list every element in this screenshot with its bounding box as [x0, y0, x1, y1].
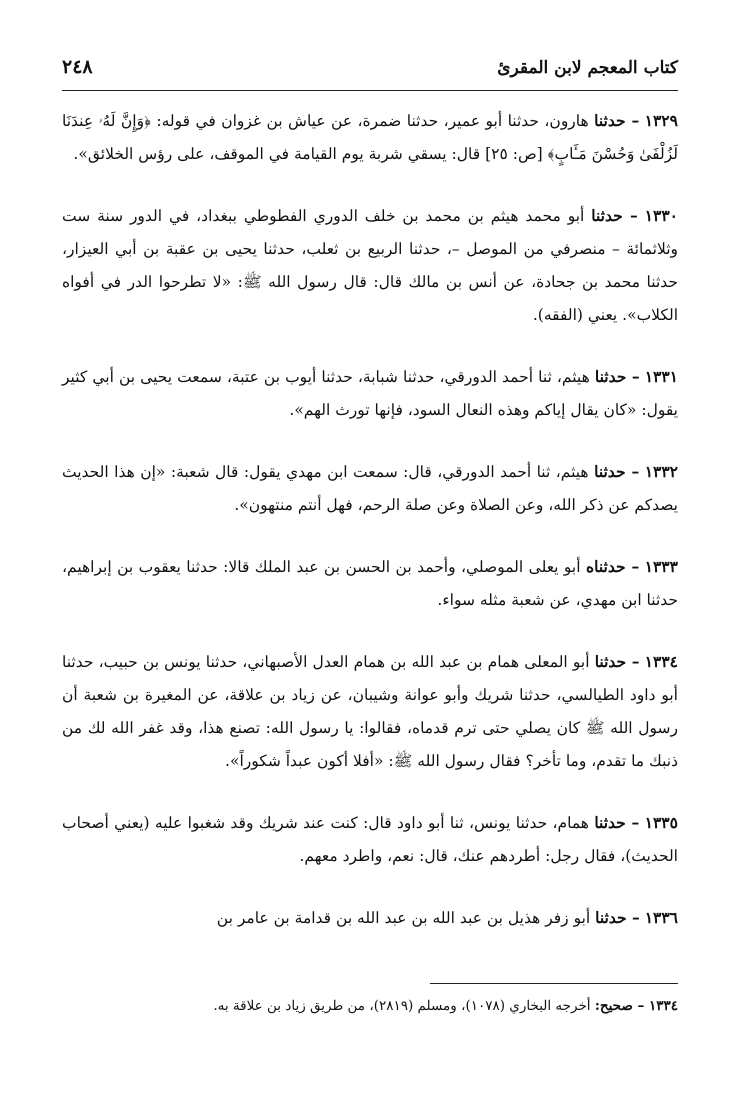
- entry-number: ١٣٣٠: [644, 206, 678, 225]
- entry-text: همام، حدثنا يونس، ثنا أبو داود قال: كنت عند شريك وقد شغبوا عليه (يعني أصحاب الحديث)، فقال رجل: أطردهم عنك، قال: نعم، واطرد معهم.: [62, 814, 678, 865]
- hadith-entry-1330: ١٣٣٠ – حدثنا أبو محمد هيثم بن محمد بن خلف الدوري الفطوطي ببغداد، في الدور سنة ست وثلاثمائة – منصرفي من الموصل –، حدثنا الربيع بن ثعلب، حدثنا يحيى بن عقبة بن أبي العيزار، حدثنا محمد بن جحادة، عن أنس بن مالك قال: قال رسول الله ﷺ: «لا تطرحوا الدر في أفواه الكلاب». يعني (الفقه).: [62, 206, 678, 324]
- entry-number: ١٣٣٦: [644, 908, 678, 927]
- entry-number: ١٣٣٤: [644, 652, 678, 671]
- footnote: [62, 994, 678, 1018]
- hadith-entry-1333: ١٣٣٣ – حدثناه أبو يعلى الموصلي، وأحمد بن الحسن بن عبد الملك قالا: حدثنا يعقوب بن إبراهيم، حدثنا ابن مهدي، عن شعبة مثله سواء.: [62, 557, 678, 609]
- footnote-text: أخرجه البخاري (١٠٧٨)، ومسلم (٢٨١٩)، من طريق زياد بن علاقة به.: [213, 998, 591, 1014]
- entry-lead: حدثنا: [594, 111, 626, 130]
- entry-lead: حدثنا: [594, 813, 626, 832]
- entry-text: أبو يعلى الموصلي، وأحمد بن الحسن بن عبد الملك قالا: حدثنا يعقوب بن إبراهيم، حدثنا ابن مهدي، عن شعبة مثله سواء.: [62, 558, 678, 609]
- entry-text: أبو زفر هذيل بن عبد الله بن عبد الله بن قدامة بن عامر بن: [216, 909, 591, 927]
- hadith-entry-1334: ١٣٣٤ – حدثنا أبو المعلى همام بن عبد الله بن همام العدل الأصبهاني، حدثنا يونس بن حبيب، حدثنا أبو داود الطيالسي، حدثنا شريك وأبو عوانة وشيبان، عن زياد بن علاقة، عن المغيرة بن شعبة أن رسول الله ﷺ كان يصلي حتى ترم قدماه، فقالوا: يا رسول الله: تصنع هذا، وقد غفر الله لك من ذنبك ما تقدم، وما تأخر؟ فقال رسول الله ﷺ: «أفلا أكون عبداً شكوراً».: [62, 652, 678, 770]
- hadith-entries: [62, 104, 678, 963]
- hadith-entry-1336: ١٣٣٦ – حدثنا أبو زفر هذيل بن عبد الله بن عبد الله بن قدامة بن عامر بن: [216, 908, 678, 927]
- footnote-divider: [430, 983, 678, 984]
- entry-lead: حدثناه: [586, 557, 626, 576]
- page-header: [62, 50, 678, 91]
- entry-number: ١٣٣٢: [644, 462, 678, 481]
- entry-text: أبو المعلى همام بن عبد الله بن همام العدل الأصبهاني، حدثنا يونس بن حبيب، حدثنا أبو داود الطيالسي، حدثنا شريك وأبو عوانة وشيبان، عن زياد بن علاقة، عن المغيرة بن شعبة أن رسول الله ﷺ كان يصلي حتى ترم قدماه، فقالوا: يا رسول الله: تصنع هذا، وقد غفر الله لك من ذنبك ما تقدم، وما تأخر؟ فقال رسول الله ﷺ: «أفلا أكون عبداً شكوراً».: [62, 653, 678, 770]
- footnote-label: ١٣٣٤ – صحيح:: [594, 998, 678, 1014]
- entry-text: أبو محمد هيثم بن محمد بن خلف الدوري الفطوطي ببغداد، في الدور سنة ست وثلاثمائة – منصرفي من الموصل –، حدثنا الربيع بن ثعلب، حدثنا يحيى بن عقبة بن أبي العيزار، حدثنا محمد بن جحادة، عن أنس بن مالك قال: قال رسول الله ﷺ: «لا تطرحوا الدر في أفواه الكلاب». يعني (الفقه).: [62, 207, 678, 324]
- entry-number: ١٣٣١: [644, 367, 679, 386]
- entry-number: ١٣٢٩: [644, 111, 678, 130]
- hadith-entry-1332: ١٣٣٢ – حدثنا هيثم، ثنا أحمد الدورقي، قال: سمعت ابن مهدي يقول: قال شعبة: «إن هذا الحديث يصدكم عن ذكر الله، وعن الصلاة وعن صلة الرحم، فهل أنتم منتهون».: [62, 462, 678, 514]
- book-title: كتاب المعجم لابن المقرئ: [497, 58, 678, 78]
- hadith-entry-1329: ١٣٢٩ – حدثنا هارون، حدثنا أبو عمير، حدثنا ضمرة، عن عياش بن غزوان في قوله: ﴿وَإِنَّ لَهُۥ عِندَنَا لَزُلْفَىٰ وَحُسْنَ مَـَٔابٍ﴾ [ص: ٢٥] قال: يسقي شربة يوم القيامة في الموقف، على رؤس الخلائق».: [62, 111, 678, 163]
- entry-lead: حدثنا: [594, 367, 627, 386]
- entry-text: هيثم، ثنا أحمد الدورقي، حدثنا شبابة، حدثنا أيوب بن عتبة، سمعت يحيى بن أبي كثير يقول: «كان يقال إياكم وهذه النعال السود، فإنها تورث الهم».: [62, 368, 678, 419]
- entry-lead: حدثنا: [594, 652, 627, 671]
- entry-text: هارون، حدثنا أبو عمير، حدثنا ضمرة، عن عياش بن غزوان في قوله: ﴿وَإِنَّ لَهُۥ عِندَنَا لَزُلْفَىٰ وَحُسْنَ مَـَٔابٍ﴾ [ص: ٢٥] قال: يسقي شربة يوم القيامة في الموقف، على رؤس الخلائق».: [62, 112, 678, 163]
- hadith-entry-1335: ١٣٣٥ – حدثنا همام، حدثنا يونس، ثنا أبو داود قال: كنت عند شريك وقد شغبوا عليه (يعني أصحاب الحديث)، فقال رجل: أطردهم عنك، قال: نعم، واطرد معهم.: [62, 813, 678, 865]
- entry-text: هيثم، ثنا أحمد الدورقي، قال: سمعت ابن مهدي يقول: قال شعبة: «إن هذا الحديث يصدكم عن ذكر الله، وعن الصلاة وعن صلة الرحم، فهل أنتم منتهون».: [62, 463, 678, 514]
- entry-number: ١٣٣٥: [644, 813, 678, 832]
- entry-lead: حدثنا: [595, 908, 627, 927]
- entry-lead: حدثنا: [594, 462, 626, 481]
- entry-number: ١٣٣٣: [644, 557, 678, 576]
- entry-lead: حدثنا: [591, 206, 623, 225]
- hadith-entry-1331: ١٣٣١ – حدثنا هيثم، ثنا أحمد الدورقي، حدثنا شبابة، حدثنا أيوب بن عتبة، سمعت يحيى بن أبي كثير يقول: «كان يقال إياكم وهذه النعال السود، فإنها تورث الهم».: [62, 367, 679, 419]
- page-number: ٢٤٨: [62, 56, 93, 78]
